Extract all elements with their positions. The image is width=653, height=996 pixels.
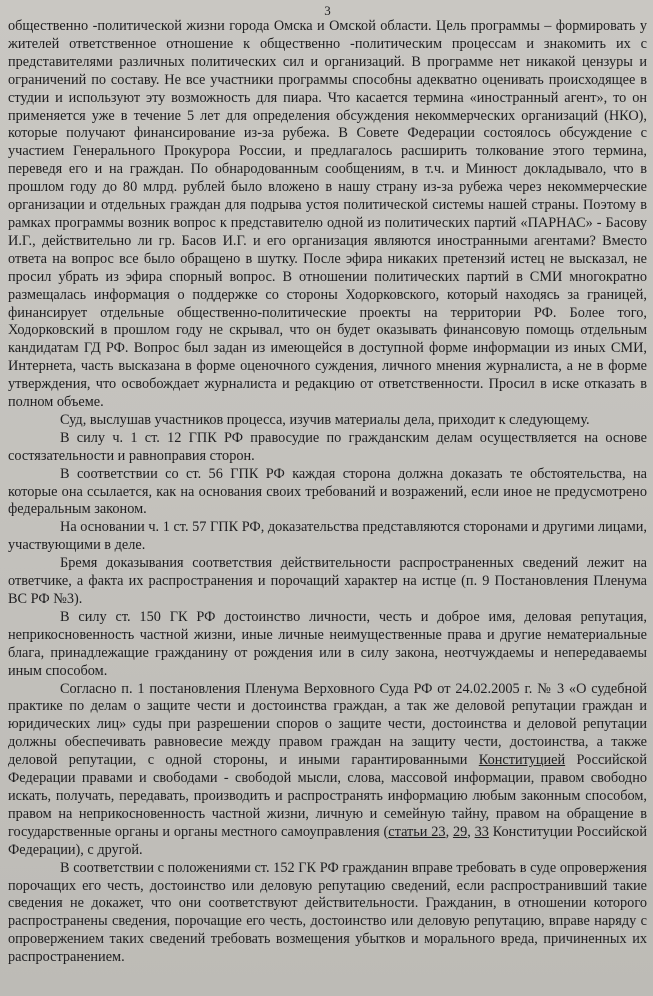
page-number: 3: [324, 3, 331, 18]
separator-2: ,: [467, 823, 475, 840]
article-33-link[interactable]: 33: [474, 823, 489, 840]
plenum-text-middle: Российской Федерации правами и свободами - свободой мысли, слова, массовой информации, правом свободно искать, получать, передавать, производить и распространять информацию любым законным способом, правом на неприкосновенность частной жизни, личную и семейную тайну, правом на обращение в государственные органы и органы местного самоуправления (: [8, 752, 647, 840]
constitution-link[interactable]: Конституцией: [478, 752, 566, 769]
plenum-text-before: Согласно п. 1 постановления Пленума Верховного Суда РФ от 24.02.2005 г. № 3 «О судебной практике по делам о защите чести и достоинства граждан, а так же деловой репутации граждан и юридических лиц» суды при разрешении споров о защите чести, достоинства и деловой репутации должны обеспечивать равновесие между правом граждан на защиту чести, достоинства, а также деловой репутации, с одной стороны, и иными гарантированными: [8, 680, 647, 769]
separator-1: ,: [445, 823, 453, 840]
paragraph-art-12: В силу ч. 1 ст. 12 ГПК РФ правосудие по гражданским делам осуществляется на основе состязательности и равноправия сторон.: [8, 429, 647, 464]
paragraph-art-57: На основании ч. 1 ст. 57 ГПК РФ, доказательства представляются сторонами и другими лицами, участвующими в деле.: [8, 519, 647, 554]
paragraph-defendant-position: общественно -политической жизни города Омска и Омской области. Цель программы – формировать у жителей ответственное отношение к общественно -политическим процессам и знакомить их с представителями различных политических сил и организаций. В программе нет никакой цензуры и ограничений по составу. Не все участники программы способны адекватно оценивать происходящее в студии и используют эту возможность для пиара. Что касается термина «иностранный агент», то он применяется уже в течение 5 лет для определения обсуждения некоммерческих организаций (НКО), которые получают финансирование из-за рубежа. В Совете Федерации состоялось обсуждение с участием Генерального Прокурора России, и предлагалось расширить толкование этого термина, переведя его и на граждан. По обнародованным сообщениям, в т.ч. и Минюст докладывало, что в прошлом году до 80 млрд. рублей было вложено в нашу страну из-за рубежа через некоммерческие организации и отдельных граждан для подрыва устоя политической системы нашей страны. Поэтому в рамках программы возник вопрос к представителю одной из политических партий «ПАРНАС» - Басову И.Г., действительно ли гр. Басов И.Г. и его организация являются иностранными агентами? Вместо ответа на вопрос все было обращено в шутку. После эфира никаких претензий истец не высказал, не просил убрать из эфира спорный вопрос. В отношении политических партий в СМИ многократно размещалась информация о поддержке со стороны Ходорковского, который находясь за границей, финансирует отдельные общественно-политические проекты на территории РФ. Более того, Ходорковский в прошлом году не скрывал, что он будет оказывать финансовую помощь отдельным кандидатам ГД РФ. Вопрос был задан из имеющейся в доступной форме информации из иных СМИ, Интернета, часть высказана в форме оценочного суждения, личного мнения журналиста, а не в форме утверждения, что освобождает журналиста и редакцию от ответственности. Просил в иске отказать в полном объеме.: [8, 18, 647, 411]
article-23-link[interactable]: статьи 23: [388, 823, 446, 840]
plenum-text-after: Конституции Российской Федерации), с другой.: [8, 823, 647, 858]
paragraph-art-56: В соответствии со ст. 56 ГПК РФ каждая сторона должна доказать те обстоятельства, на которые она ссылается, как на основания своих требований и возражений, если иное не предусмотрено федеральным законом.: [8, 465, 647, 518]
paragraph-plenum-resolution: [8, 681, 647, 860]
paragraph-burden-of-proof: Бремя доказывания соответствия действительности распространенных сведений лежит на ответчике, а факта их распространения и порочащий характер на истце (п. 9 Постановления Пленума ВС РФ №3).: [8, 555, 647, 607]
paragraph-art-150: В силу ст. 150 ГК РФ достоинство личности, честь и доброе имя, деловая репутация, неприкосновенность частной жизни, иные личные неимущественные права и другие нематериальные блага, принадлежащие гражданину от рождения или в силу закона, неотчуждаемы и непередаваемы иным способом.: [8, 608, 647, 679]
paragraph-art-152: В соответствии с положениями ст. 152 ГК РФ гражданин вправе требовать в суде опровержения порочащих его честь, достоинство или деловую репутацию сведений, если распространивший такие сведения не докажет, что они соответствуют действительности. Гражданин, в отношении которого распространены сведения, порочащие его честь, достоинство или деловую репутацию, вправе наряду с опровержением таких сведений требовать возмещения убытков и морального вреда, причиненных их распространением.: [8, 859, 647, 966]
paragraph-court-finding: Суд, выслушав участников процесса, изучив материалы дела, приходит к следующему.: [60, 411, 590, 428]
article-29-link[interactable]: 29: [452, 823, 468, 840]
